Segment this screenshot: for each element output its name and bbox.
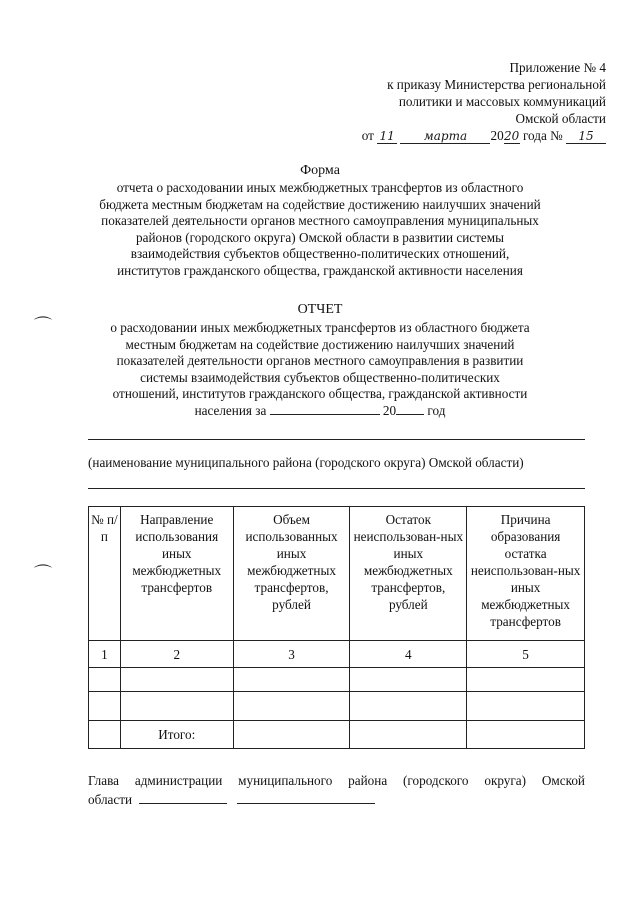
table-cell[interactable]: [233, 668, 350, 692]
form-line: институтов гражданского общества, гражданской активности населения: [117, 262, 523, 278]
handwritten-day: 11: [377, 130, 397, 144]
municipality-caption: (наименование муниципального района (городского округа) Омской области): [88, 455, 524, 470]
report-line: отношений, институтов гражданского общества, гражданской активности: [112, 386, 528, 402]
report-line: показателей деятельности органов местного самоуправления в развитии: [116, 353, 524, 369]
signature-line: [88, 790, 585, 809]
header-cell-number: № п/п: [89, 507, 121, 641]
report-description: [60, 320, 580, 420]
form-line: бюджета местным бюджетам на содействие достижению наилучших значений: [99, 196, 541, 212]
year-word: года №: [522, 128, 563, 143]
period-prefix: населения за: [194, 402, 267, 418]
year-prefix: 20: [490, 128, 504, 143]
report-line: о расходовании иных межбюджетных трансфертов из областного бюджета: [110, 320, 530, 335]
report-title: ОТЧЕТ: [297, 302, 343, 317]
table-cell[interactable]: [233, 721, 350, 749]
signature-blank[interactable]: [139, 803, 227, 804]
table-total-row: [89, 721, 585, 749]
column-number: 5: [467, 641, 585, 668]
table-row: [89, 692, 585, 721]
table-cell[interactable]: [89, 721, 121, 749]
report-period-line: [60, 403, 580, 420]
form-line: показателей деятельности органов местного самоуправления муниципальных: [101, 213, 539, 229]
total-label: Итого:: [120, 721, 233, 749]
municipality-second-line[interactable]: [88, 488, 585, 489]
column-number: 2: [120, 641, 233, 668]
signature-title: Глава администрации муниципального района (городского округа) Омской: [88, 773, 585, 788]
table-row: [89, 668, 585, 692]
appendix-number: Приложение № 4: [509, 60, 606, 75]
table-cell[interactable]: [89, 692, 121, 721]
margin-mark: ⌒: [34, 316, 52, 336]
order-line-1: к приказу Министерства региональной: [387, 77, 606, 92]
table-cell[interactable]: [350, 692, 467, 721]
header-cell-reason: Причина образования остатка неиспользован-ных иных межбюджетных трансфертов: [467, 507, 585, 641]
form-title: Форма: [300, 163, 340, 178]
table-cell[interactable]: [350, 668, 467, 692]
handwritten-year: 20: [504, 129, 520, 143]
table-cell[interactable]: [350, 721, 467, 749]
signature-name-blank[interactable]: [237, 803, 375, 804]
table-cell[interactable]: [120, 692, 233, 721]
handwritten-order-number: 15: [566, 130, 606, 144]
table-cell[interactable]: [467, 668, 585, 692]
column-number: 3: [233, 641, 350, 668]
column-number: 1: [89, 641, 121, 668]
order-line-2: политики и массовых коммуникаций: [398, 94, 606, 109]
period-year-blank[interactable]: [396, 414, 424, 415]
municipality-name-line[interactable]: [88, 439, 585, 440]
period-blank[interactable]: [270, 414, 380, 415]
date-prefix: от: [361, 128, 374, 143]
table-number-row: [89, 641, 585, 668]
header-cell-direction: Направление использования иных межбюджетных трансфертов: [120, 507, 233, 641]
table-cell[interactable]: [120, 668, 233, 692]
order-date-line: [362, 127, 606, 144]
report-line: системы взаимодействия субъектов общественно-политических: [140, 369, 500, 385]
table-cell[interactable]: [467, 692, 585, 721]
form-line: взаимодействия субъектов общественно-политических отношений,: [130, 246, 510, 262]
form-line: отчета о расходовании иных межбюджетных трансфертов из областного: [116, 180, 524, 195]
handwritten-month: марта: [400, 130, 490, 144]
header-cell-unused-balance: Остаток неиспользован-ных иных межбюджетных трансфертов, рублей: [350, 507, 467, 641]
form-line: районов (городского округа) Омской области в развитии системы: [136, 229, 504, 245]
period-suffix: год: [427, 402, 446, 418]
signature-area-label: области: [88, 792, 133, 807]
report-table: [88, 506, 585, 749]
report-line: местным бюджетам на содействие достижению наилучших значений: [125, 336, 515, 352]
period-year-prefix: 20: [382, 402, 397, 418]
table-cell[interactable]: [467, 721, 585, 749]
table-cell[interactable]: [89, 668, 121, 692]
margin-mark: ⌒: [34, 564, 52, 584]
table-header-row: [89, 507, 585, 641]
column-number: 4: [350, 641, 467, 668]
header-cell-used-volume: Объем использованных иных межбюджетных трансфертов, рублей: [233, 507, 350, 641]
form-description: [60, 180, 580, 280]
table-cell[interactable]: [233, 692, 350, 721]
order-line-3: Омской области: [515, 111, 606, 126]
